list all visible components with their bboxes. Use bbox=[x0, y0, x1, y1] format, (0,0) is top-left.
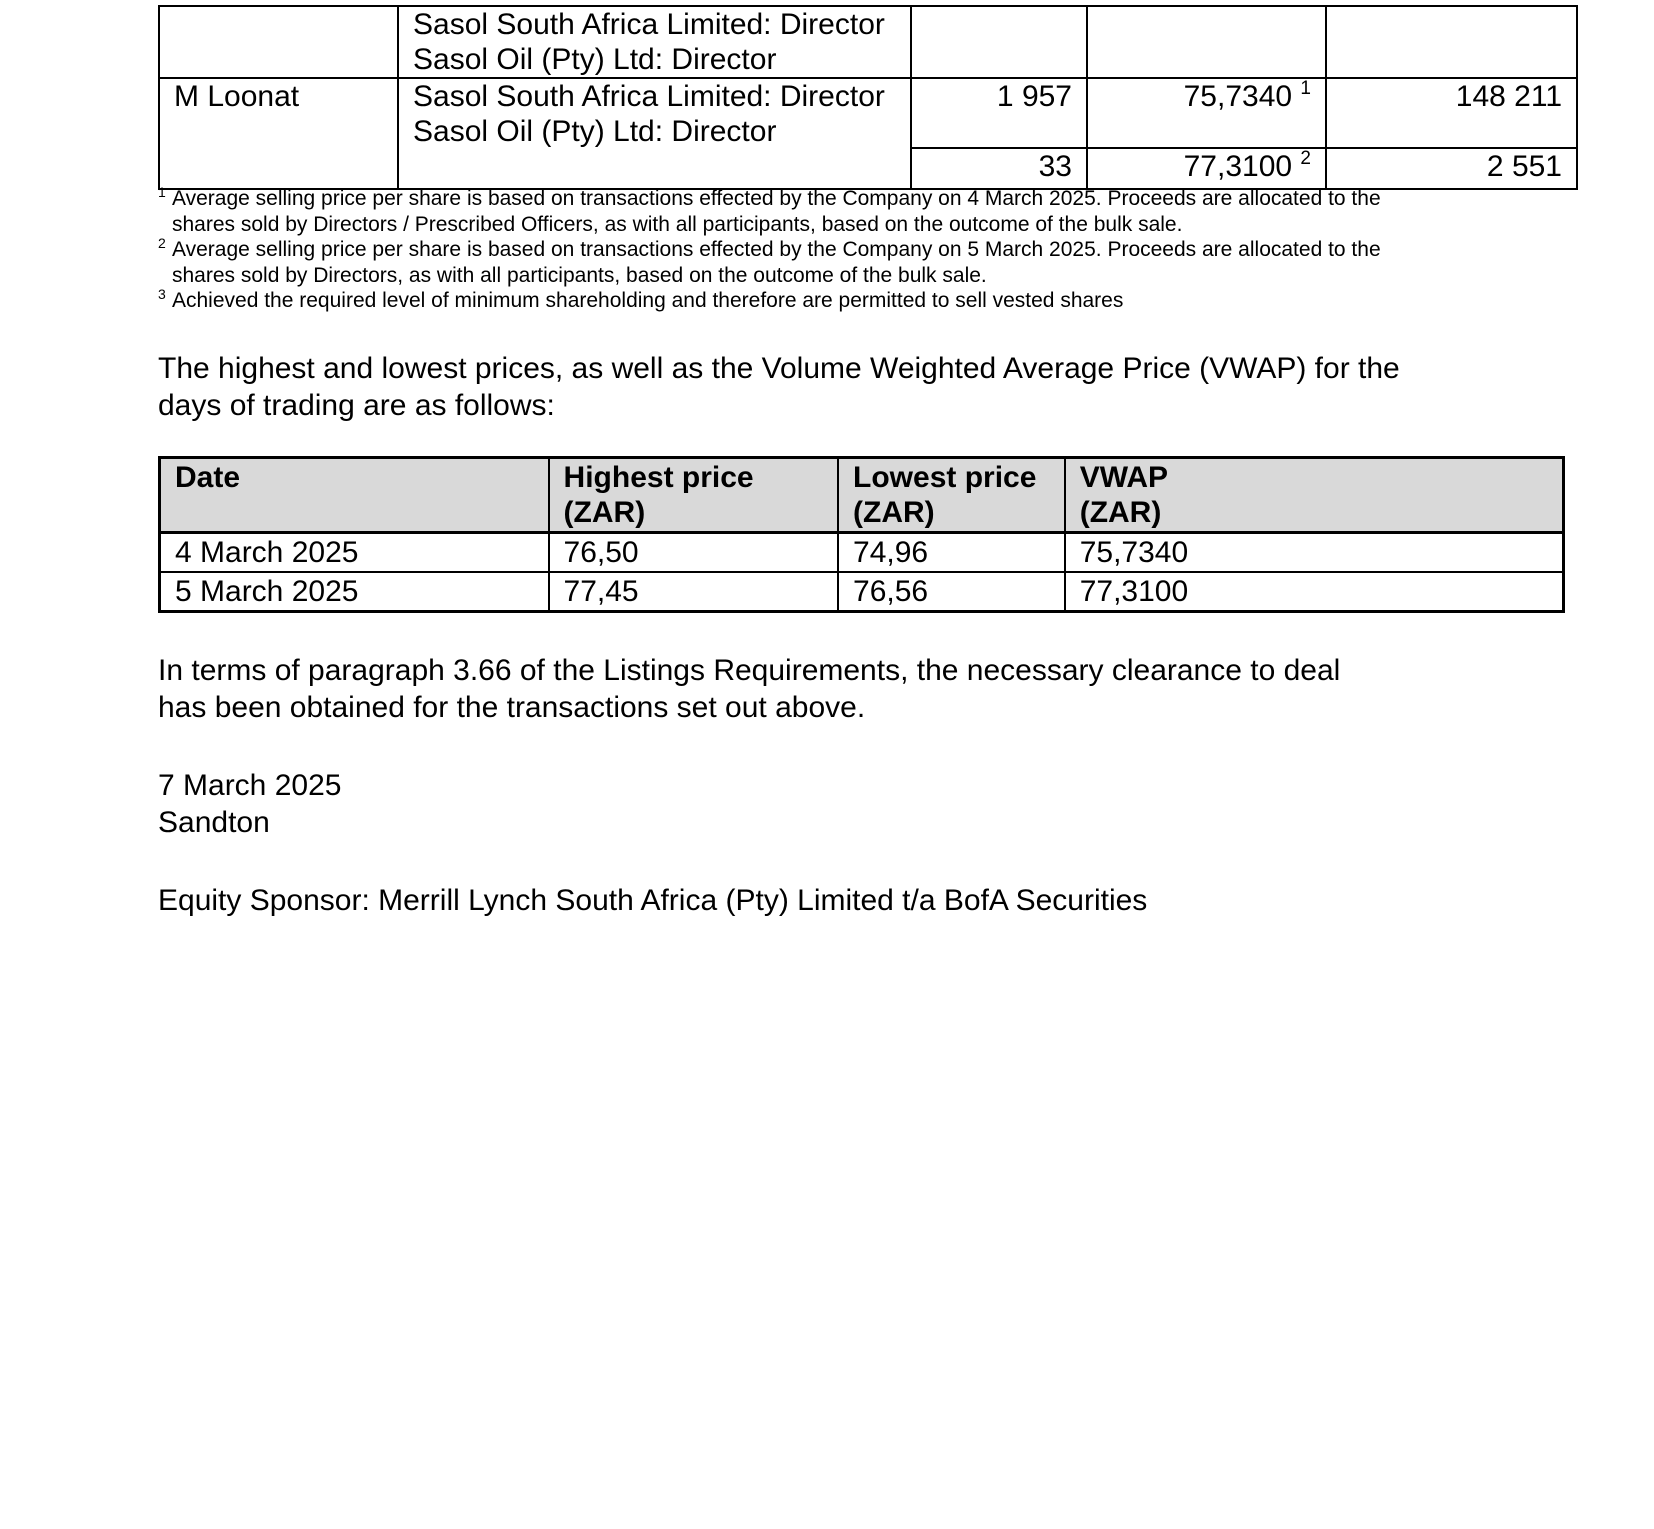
footnote-marker: 2 bbox=[158, 235, 166, 251]
highest-cell: 77,45 bbox=[549, 572, 838, 612]
date-place bbox=[158, 767, 1578, 841]
column-header-lowest: Lowest price (ZAR) bbox=[838, 458, 1065, 533]
column-header-highest: Highest price (ZAR) bbox=[549, 458, 838, 533]
footnote-line: shares sold by Directors / Prescribed Officers, as with all participants, based on the outcome of the bulk sale. bbox=[172, 212, 1183, 236]
table-row bbox=[160, 572, 1564, 612]
price-table bbox=[158, 456, 1565, 613]
value-cell bbox=[1326, 6, 1577, 78]
footnote bbox=[158, 288, 1558, 314]
footnote bbox=[158, 237, 1558, 288]
price-cell bbox=[1087, 6, 1326, 78]
table-row bbox=[159, 6, 1577, 78]
role-line: Sasol South Africa Limited: Director bbox=[413, 80, 885, 113]
footnote-line: Achieved the required level of minimum shareholding and therefore are permitted to sell vested shares bbox=[172, 289, 1124, 312]
column-header-vwap: VWAP (ZAR) bbox=[1065, 458, 1564, 533]
footnote-line: Average selling price per share is based on transactions effected by the Company on 4 March 2025. Proceeds are allocated to the bbox=[172, 187, 1381, 210]
footnote-marker: 3 bbox=[158, 286, 166, 302]
footnote-line: shares sold by Directors, as with all participants, based on the outcome of the bulk sale. bbox=[172, 263, 987, 287]
column-header-date: Date bbox=[160, 458, 549, 533]
directors-dealings-table bbox=[158, 5, 1578, 190]
document-place: Sandton bbox=[158, 806, 270, 839]
intro-paragraph: The highest and lowest prices, as well as the Volume Weighted Average Price (VWAP) for the days of trading are as follows: bbox=[158, 352, 1400, 422]
value-cell: 148 211 bbox=[1326, 78, 1577, 148]
director-roles-cell bbox=[398, 78, 911, 189]
footnotes bbox=[158, 186, 1558, 314]
vwap-cell: 77,3100 bbox=[1065, 572, 1564, 612]
role-line: Sasol South Africa Limited: Director bbox=[413, 8, 885, 41]
table-row bbox=[159, 78, 1577, 148]
shares-cell: 1 957 bbox=[911, 78, 1087, 148]
footnote-ref: 1 bbox=[1300, 78, 1311, 99]
date-cell: 4 March 2025 bbox=[160, 533, 549, 573]
date-cell: 5 March 2025 bbox=[160, 572, 549, 612]
price-cell: 77,3100 $^2$ bbox=[1087, 148, 1326, 189]
price-table-header bbox=[160, 458, 1564, 533]
lowest-cell: 74,96 bbox=[838, 533, 1065, 573]
vwap-cell: 75,7340 bbox=[1065, 533, 1564, 573]
shares-cell bbox=[911, 6, 1087, 78]
equity-sponsor: Equity Sponsor: Merrill Lynch South Africa (Pty) Limited t/a BofA Securities bbox=[158, 884, 1148, 917]
footnote-line: Average selling price per share is based on transactions effected by the Company on 5 March 2025. Proceeds are allocated to the bbox=[172, 238, 1381, 261]
role-line: Sasol Oil (Pty) Ltd: Director bbox=[413, 43, 777, 76]
table-row bbox=[160, 533, 1564, 573]
document-date: 7 March 2025 bbox=[158, 769, 342, 802]
highest-cell: 76,50 bbox=[549, 533, 838, 573]
shares-cell: 33 bbox=[911, 148, 1087, 189]
footnote-ref: 2 bbox=[1300, 148, 1311, 169]
director-name-cell bbox=[159, 6, 398, 78]
value-cell: 2 551 bbox=[1326, 148, 1577, 189]
footnote bbox=[158, 186, 1558, 237]
role-line: Sasol Oil (Pty) Ltd: Director bbox=[413, 115, 777, 148]
clearance-paragraph: In terms of paragraph 3.66 of the Listings Requirements, the necessary clearance to deal has been obtained for the transactions set out above. bbox=[158, 654, 1341, 724]
footnote-marker: 1 bbox=[158, 184, 166, 200]
director-roles-cell bbox=[398, 6, 911, 78]
director-name-cell: M Loonat bbox=[159, 78, 398, 189]
price-cell: 75,7340 $^1$ bbox=[1087, 78, 1326, 148]
lowest-cell: 76,56 bbox=[838, 572, 1065, 612]
